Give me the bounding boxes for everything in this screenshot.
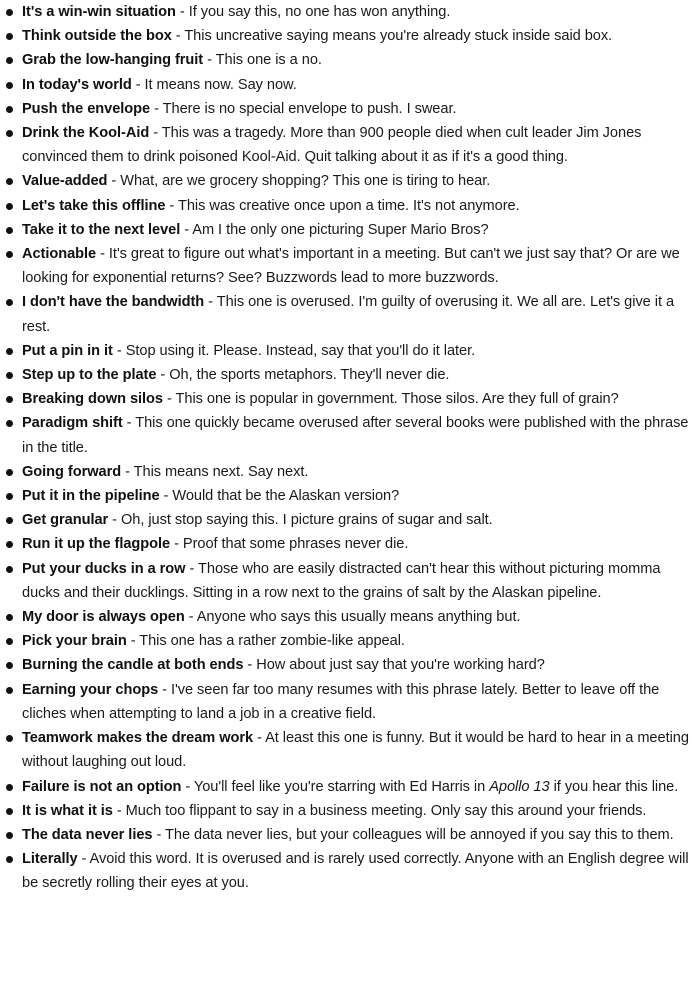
- list-item: [2, 532, 692, 556]
- phrase-term: Burning the candle at both ends: [22, 657, 244, 674]
- phrase-term: Going forward: [22, 463, 122, 480]
- phrase-term: Failure is not an option: [22, 778, 182, 795]
- phrase-description: - At least this one is funny. But it would be hard to hear in a meeting without laughing out loud.: [22, 730, 689, 771]
- list-item: [2, 121, 692, 169]
- list-item: [2, 242, 692, 290]
- list-item: [2, 653, 692, 677]
- phrase-description: - This one has a rather zombie-like appeal.: [126, 633, 405, 650]
- phrase-term: Teamwork makes the dream work: [22, 730, 254, 747]
- phrase-term: My door is always open: [22, 609, 185, 626]
- phrase-term: Earning your chops: [22, 681, 159, 698]
- phrase-term: Value-added: [22, 173, 108, 190]
- phrase-description: - This one is a no.: [203, 52, 322, 69]
- list-item: [2, 339, 692, 363]
- phrase-term: Run it up the flagpole: [22, 536, 171, 553]
- list-item: [2, 629, 692, 653]
- list-item: [2, 775, 692, 799]
- list-item: [2, 799, 692, 823]
- phrase-term: Paradigm shift: [22, 415, 123, 432]
- list-item: [2, 823, 692, 847]
- phrase-description: - This one quickly became overused after several books were published with the phrase in the title.: [22, 415, 689, 456]
- phrase-term: Grab the low-hanging fruit: [22, 52, 204, 69]
- phrase-description: - You'll feel like you're starring with Ed Harris in: [181, 778, 490, 795]
- list-item: [2, 508, 692, 532]
- list-item: [2, 97, 692, 121]
- list-item: [2, 605, 692, 629]
- phrase-term: I don't have the bandwidth: [22, 294, 205, 311]
- phrase-term: Actionable: [22, 246, 97, 263]
- phrase-description: - This one is overused. I'm guilty of overusing it. We all are. Let's give it a rest.: [22, 294, 675, 335]
- phrase-description: - This one is popular in government. Those silos. Are they full of grain?: [162, 391, 619, 408]
- phrase-term: It's a win-win situation: [22, 4, 176, 20]
- phrase-description: - Much too flippant to say in a business meeting. Only say this around your friends.: [112, 802, 647, 819]
- phrase-description: - This means next. Say next.: [121, 463, 309, 480]
- phrase-description: - Would that be the Alaskan version?: [159, 488, 400, 505]
- phrase-description: - What, are we grocery shopping? This one is tiring to hear.: [107, 173, 491, 190]
- list-item: [2, 169, 692, 193]
- list-item: [2, 194, 692, 218]
- list-item: [2, 484, 692, 508]
- list-item: [2, 411, 692, 459]
- phrase-term: Get granular: [22, 512, 109, 529]
- phrase-term: Think outside the box: [22, 28, 172, 45]
- list-item: [2, 48, 692, 72]
- list-item: [2, 387, 692, 411]
- phrase-description: - I've seen far too many resumes with this phrase lately. Better to leave off the cliches when attempting to land a job in a creative field.: [22, 681, 660, 722]
- phrase-description: - This was creative once upon a time. It's not anymore.: [165, 197, 520, 214]
- list-item: [2, 24, 692, 48]
- phrase-term: Let's take this offline: [22, 197, 166, 214]
- phrase-description: - Am I the only one picturing Super Mario Bros?: [180, 221, 489, 238]
- phrase-description: - Stop using it. Please. Instead, say that you'll do it later.: [112, 342, 476, 359]
- phrase-description: - There is no special envelope to push. I swear.: [150, 100, 457, 117]
- phrase-description: - Oh, the sports metaphors. They'll never die.: [156, 367, 450, 384]
- phrase-description: - It's great to figure out what's important in a meeting. But can't we just say that? Or are we looking for exponential returns? See? Buzzwords lead to more buzzwords.: [22, 246, 680, 287]
- list-item: [2, 678, 692, 726]
- phrase-description: - How about just say that you're working hard?: [243, 657, 545, 674]
- list-item: [2, 847, 692, 895]
- phrase-term: Put a pin in it: [22, 342, 113, 359]
- list-item: [2, 363, 692, 387]
- phrase-term: Literally: [22, 851, 78, 868]
- film-title: Apollo 13: [489, 778, 550, 795]
- list-item: [2, 726, 692, 774]
- phrase-description-end: if you hear this line.: [549, 778, 679, 795]
- phrase-term: It is what it is: [22, 802, 113, 819]
- list-item: [2, 557, 692, 605]
- phrase-term: Breaking down silos: [22, 391, 163, 408]
- phrase-description: - The data never lies, but your colleagues will be annoyed if you say this to them.: [152, 826, 674, 843]
- phrase-term: Drink the Kool-Aid: [22, 125, 150, 142]
- phrase-description: - Avoid this word. It is overused and is rarely used correctly. Anyone with an English degree will be secretly rolling their eyes at you.: [22, 851, 689, 892]
- phrase-description: - Oh, just stop saying this. I picture grains of sugar and salt.: [108, 512, 493, 529]
- phrase-description: - This was a tragedy. More than 900 people died when cult leader Jim Jones convinced them to drink poisoned Kool-Aid. Quit talking about it as if it's a good thing.: [22, 125, 642, 166]
- phrase-term: The data never lies: [22, 826, 153, 843]
- list-item: [2, 218, 692, 242]
- phrase-term: Put your ducks in a row: [22, 560, 186, 577]
- phrase-term: Step up to the plate: [22, 367, 157, 384]
- phrase-description: - Those who are easily distracted can't hear this without picturing momma ducks and their ducklings. Sitting in a row next to the grains of salt by the Alaskan pipeline.: [22, 560, 661, 601]
- phrase-term: In today's world: [22, 76, 132, 93]
- phrase-description: - Anyone who says this usually means anything but.: [184, 609, 521, 626]
- phrase-description: - It means now. Say now.: [131, 76, 297, 93]
- list-item: [2, 290, 692, 338]
- phrase-term: Take it to the next level: [22, 221, 181, 238]
- phrase-term: Put it in the pipeline: [22, 488, 160, 505]
- phrase-term: Pick your brain: [22, 633, 127, 650]
- phrase-description: - If you say this, no one has won anything.: [175, 4, 451, 20]
- list-item: [2, 460, 692, 484]
- list-item: [2, 73, 692, 97]
- phrase-description: - Proof that some phrases never die.: [170, 536, 409, 553]
- list-item: [2, 0, 692, 24]
- phrase-description: - This uncreative saying means you're already stuck inside said box.: [171, 28, 613, 45]
- phrase-term: Push the envelope: [22, 100, 151, 117]
